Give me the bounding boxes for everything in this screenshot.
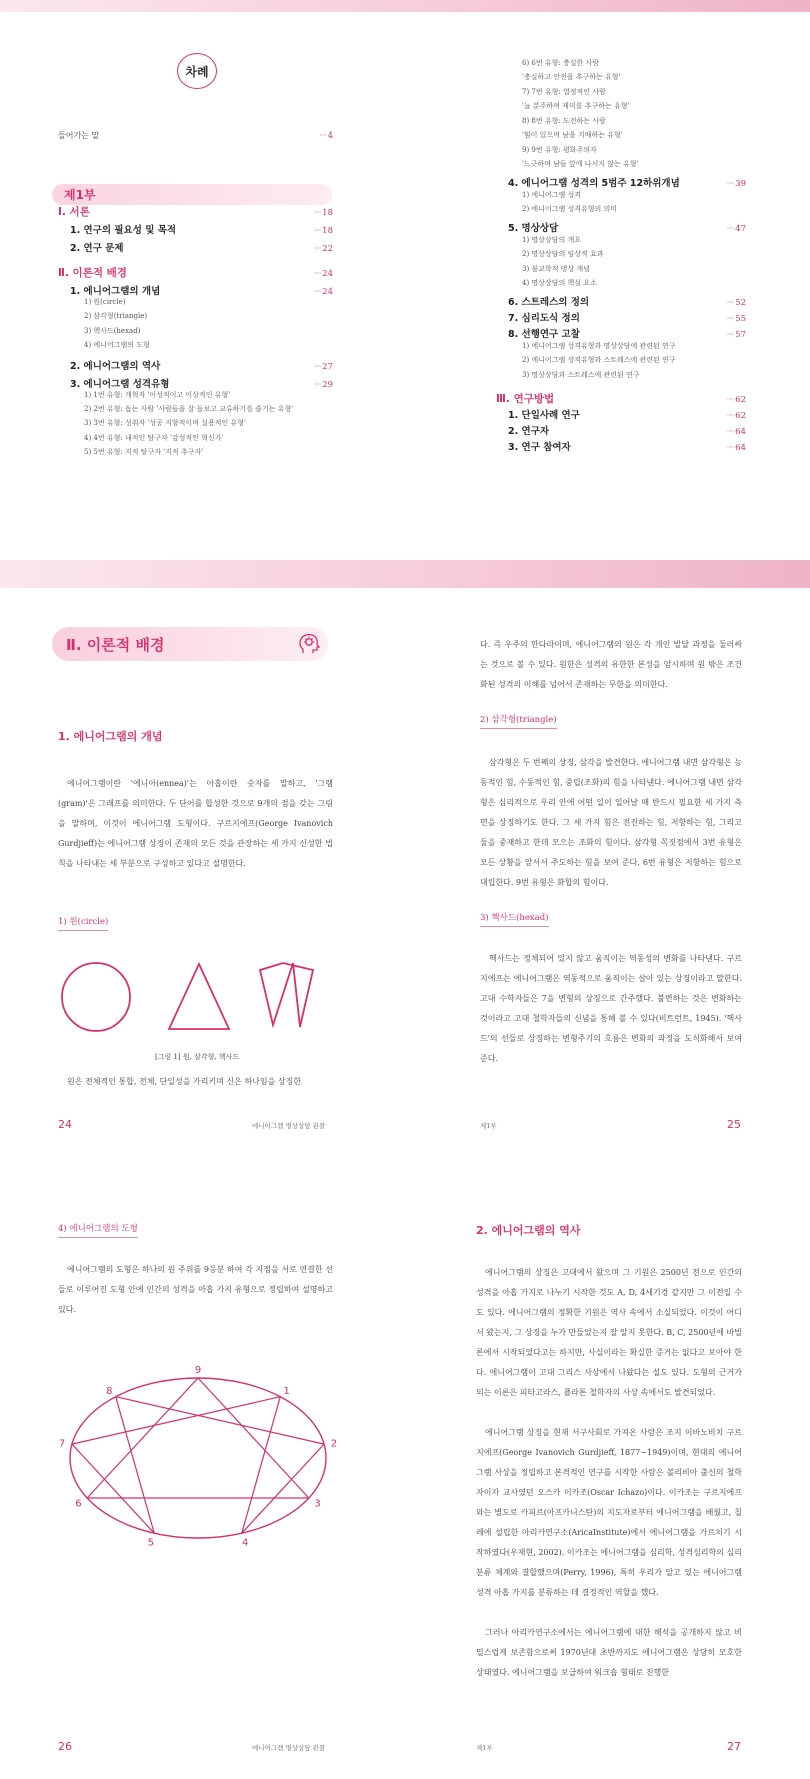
heading-triangle: 2) 삼각형(triangle) [480, 713, 557, 729]
toc-row[interactable] [496, 190, 746, 200]
toc-row-label: 2) 명상상담의 임상적 효과 [522, 250, 604, 258]
footer-book-title: 에니어그램 명상상담 관찰 [252, 1122, 326, 1130]
toc-intro-row [58, 130, 333, 141]
part-title: 제1부 [52, 184, 332, 205]
enneagram-diagram [58, 1340, 338, 1550]
enneagram-point-label: 8 [106, 1385, 113, 1397]
toc-row[interactable] [496, 370, 746, 380]
toc-row-page: ···· 29 [314, 380, 333, 390]
paragraph-concept: 에니어그램이란 '에니아(ennea)'는 아홉이란 숫자를 말하고, '그램(gram)'은 그래프를 의미한다. 두 단어를 합성한 것으로 9개의 점을 갖는 그림을 말하며, 이것이 에니어그램 도형이다. 구르지에프(George Ivanovich Gurdjieff)는 에니어그램 상징이 존재의 모든 것을 관장하는 세 가지 신성한 법칙을 나타내는 세 부분으로 구성하고 있다고 설명한다. [58, 779, 333, 868]
toc-row[interactable] [58, 447, 333, 457]
heading-circle: 1) 원(circle) [58, 915, 108, 931]
toc-row-page: ···· 64 [727, 427, 746, 437]
enneagram-circle [70, 1378, 326, 1538]
toc-row-page: ···· 52 [727, 298, 746, 308]
toc-row[interactable] [496, 264, 746, 274]
paragraph-hexad: 헥사드는 정체되어 있지 않고 움직이는 역동성의 변화를 나타낸다. 구르지에프는 에니어그램은 역동적으로 움직이는 살아 있는 상징이라고 말한다. 고대 수학자들은 7을 변형의 상징으로 간주했다. 불변하는 것은 변화하는 것이라고 고대 철학자들의 신념을 통해 볼 수 있다(비트런트, 1945). '헥사드'의 선들로 상징하는 변형주기의 흐름은 변화의 과정을 도식화해서 보여 준다. [480, 954, 742, 1063]
toc-row[interactable] [496, 235, 746, 245]
toc-row[interactable] [496, 101, 746, 111]
toc-row-label: 1. 연구의 필요성 및 목적 [70, 225, 177, 236]
toc-row-label: 2. 연구 문제 [70, 243, 124, 254]
section-title: Ⅱ. 이론적 배경 [66, 635, 165, 654]
toc-row[interactable] [496, 159, 746, 169]
toc-row-label: 3) 불교학적 명상 개념 [522, 264, 590, 273]
toc-row[interactable] [58, 326, 333, 336]
section-title-pill [52, 627, 328, 661]
toc-row[interactable] [58, 311, 333, 321]
toc-row-page: ···· 24 [314, 287, 333, 297]
toc-row-page: ···· 27 [314, 362, 333, 372]
figure-triangle [169, 964, 229, 1029]
paragraph-triangle: 삼각형은 두 번째의 상징, 삼각을 발견한다. 에니어그램 내면 삼각형은 능동적인 힘, 수동적인 힘, 중립(조화)의 힘을 나타낸다. 에니어그램 내면 삼각형은 심리적으로 우리 안에 어떤 일이 일어날 때 반드시 필요한 세 가지 측면을 상징하기도 한다. 그 세 가지 힘은 전진하는 힘, 저항하는 힘, 그리고 둘을 중재하고 한데 모으는 조화의 힘이다. 삼각형 꼭짓점에서 3번 유형은 모든 상황을 앞서서 주도하는 힘을 보여 준다. 6번 유형은 저항하는 힘으로 대립한다. 9번 유형은 화합의 힘이다. [480, 758, 742, 887]
footer-part-2: 제1부 [476, 1744, 493, 1752]
toc-row-label: Ⅱ. 이론적 배경 [58, 267, 127, 279]
toc-row[interactable] [496, 326, 746, 340]
toc-row-page: ···· 64 [727, 443, 746, 453]
toc-row-label: 4. 에니어그램 성격의 5범주 12하위개념 [508, 178, 680, 189]
toc-row-page: ···· 55 [727, 314, 746, 324]
toc-row-label: 2. 연구자 [508, 425, 550, 437]
toc-row-label: '힘이 있으며 남을 지배하는 유형' [522, 131, 623, 139]
toc-row[interactable] [496, 391, 746, 406]
toc-row-label: 3) 3번 유형: 성취자 '성공 지향적이며 실용적인 유형' [84, 419, 246, 428]
toc-row[interactable] [58, 376, 333, 390]
toc-row-page: ···· 18 [314, 226, 333, 236]
toc-row[interactable] [496, 175, 746, 189]
page-number-left-2: 26 [58, 1740, 72, 1753]
toc-row-label: 3. 에니어그램 성격유형 [70, 378, 170, 390]
toc-row-label: 1) 에니어그램 성격유형과 명상상담에 관련된 연구 [522, 341, 676, 350]
figure-caption: [그림 1] 원, 삼각형, 헥사드 [155, 1053, 240, 1061]
toc-row-label: 8) 8번 유형: 도전하는 사람 [522, 116, 606, 125]
toc-row[interactable] [58, 390, 333, 400]
toc-row[interactable] [496, 294, 746, 308]
toc-row-label: 7. 심리도식 정의 [508, 313, 580, 324]
enneagram-point-label: 1 [283, 1385, 290, 1397]
paragraph-circle-continued: 다. 즉 우주의 만다라이며, 에니어그램의 원은 각 개인 발달 과정을 둘러싸는 것으로 볼 수 있다. 원한은 성격의 유한한 본성을 암시하며 원 밖은 조건화된 성격의 이해를 넘어서 존재하는 무한을 의미한다. [480, 640, 742, 689]
toc-row-page: ···· 22 [314, 244, 333, 254]
enneagram-point-label: 2 [330, 1438, 338, 1450]
toc-row[interactable] [58, 404, 333, 414]
toc-row-label: '충실하고 안전을 추구하는 유형' [522, 73, 621, 81]
toc-row[interactable] [496, 423, 746, 437]
toc-row-label: 1) 에니어그램 성격 [522, 190, 581, 199]
toc-row[interactable] [58, 222, 333, 236]
toc-row-page: ···· 18 [314, 208, 333, 218]
figure-hexad [260, 963, 313, 1027]
toc-row-page: ···· 39 [727, 179, 746, 189]
figure-circle-triangle-hexad [60, 955, 330, 1050]
toc-row-label: 1) 원(circle) [84, 298, 126, 307]
heading-history: 2. 에니어그램의 역사 [476, 1224, 581, 1237]
page-number-right-2: 27 [727, 1740, 741, 1753]
toc-row-label: 3. 연구 참여자 [508, 441, 571, 453]
toc-row-label: 4) 4번 유형: 내적인 탐구자 '감성적인 혁신가' [84, 433, 224, 442]
toc-row-label: '늘 분주하며 재미를 추구하는 유형' [522, 102, 630, 110]
toc-row[interactable] [58, 297, 333, 307]
toc-row[interactable] [58, 240, 333, 254]
toc-row-label: 6. 스트레스의 정의 [508, 297, 590, 308]
footer-book-title-2: 에니어그램 명상상담 관찰 [252, 1744, 326, 1752]
toc-row[interactable] [496, 310, 746, 324]
toc-row[interactable] [496, 249, 746, 259]
enneagram-point-label: 7 [58, 1438, 66, 1450]
toc-badge: 차례 [177, 53, 217, 89]
toc-row-label: 2) 2번 유형: 돕는 사람 '사람들을 잘 돌보고 교류하기를 즐기는 유형' [84, 405, 294, 414]
toc-row-label: 1. 단일사례 연구 [508, 409, 580, 421]
paragraph-circle: 원은 전체적인 통합, 전체, 단일성을 가리키며 신은 하나임을 상징한 [67, 1077, 302, 1086]
toc-row[interactable] [58, 358, 333, 372]
toc-row-label: 1) 명상상담의 개요 [522, 235, 581, 244]
toc-row[interactable] [496, 278, 746, 288]
toc-row-page: ···· 57 [727, 330, 746, 340]
toc-row[interactable] [58, 340, 333, 350]
toc-row-label: 7) 7번 유형: 열정적인 사람 [522, 87, 606, 96]
toc-row[interactable] [496, 204, 746, 214]
enneagram-point-label: 5 [147, 1537, 154, 1549]
toc-row-label: 5) 5번 유형: 지적 탐구자 '지적 추구자' [84, 447, 204, 456]
toc-row[interactable] [58, 283, 333, 297]
toc-row-label: 2) 에니어그램 성격유형의 의미 [522, 205, 618, 213]
toc-row[interactable] [496, 407, 746, 421]
toc-row-label: 6) 6번 유형: 충실한 사람 [522, 58, 599, 67]
toc-row-page: ···· 62 [727, 411, 746, 421]
page-number-left: 24 [58, 1118, 72, 1131]
heading-enneagram-figure: 4) 에니어그램의 도형 [58, 1222, 138, 1238]
toc-row-page: ···· 24 [314, 269, 333, 279]
toc-row[interactable] [496, 116, 746, 126]
paragraph-history-2: 에니어그램 상징을 현재 서구사회로 가져온 사람은 조지 이바노비치 구르지에프(George Ivanovich Gurdjieff, 1877~1949)이며, 현대의 에니어그램 사상을 정립하고 본격적인 연구를 시작한 사람은 볼리비아 출신의 철학자이자 교사였던 오스카 이카조(Oscar Ichazo)이다. 이카조는 구르지에프와는 별도로 카피르(아프카니스탄)의 지도자로부터 에니어그램을 배웠고, 칠레에 설립한 아리카연구소(AricaInstitute)에서 에니어그램을 가르치기 시작하였다(우재현, 2002). 이카조는 에니어그램을 심리학, 성격심리학의 심리 분류 체계와 결합했으며(Perry, 1996), 특히 우리가 알고 있는 에니어그램 성격 아홉 가지를 분류하는 데 결정적인 역할을 했다. [476, 1428, 742, 1597]
heading-concept: 1. 에니어그램의 개념 [58, 730, 163, 743]
toc-row[interactable] [496, 341, 746, 351]
toc-row-label: Ⅲ. 연구방법 [496, 392, 555, 405]
toc-row[interactable] [496, 58, 746, 68]
toc-row[interactable] [496, 439, 746, 453]
toc-row-label: 5. 명상상담 [508, 223, 559, 234]
enneagram-point-label: 6 [75, 1498, 82, 1510]
toc-row[interactable] [496, 130, 746, 140]
top-decor-band [0, 0, 810, 12]
toc-row[interactable] [496, 355, 746, 365]
toc-row-label: 1. 에니어그램의 개념 [70, 286, 161, 297]
toc-row[interactable] [496, 87, 746, 97]
toc-row[interactable] [496, 145, 746, 155]
toc-row-page: ···· 47 [727, 224, 746, 234]
toc-row[interactable] [496, 72, 746, 82]
enneagram-point-label: 3 [314, 1498, 321, 1510]
enneagram-point-label: 9 [194, 1365, 202, 1376]
footer-part: 제1부 [480, 1122, 497, 1130]
toc-row-page: ···· 62 [727, 395, 746, 405]
heading-hexad: 3) 헥사드(hexad) [480, 911, 549, 927]
paragraph-enneagram-figure: 에니어그램의 도형은 하나의 원 주위를 9등분 하여 각 지점을 서로 연결한 선들로 이루어진 도형 안에 인간의 성격을 아홉 가지 유형으로 정립하여 설명하고 있다. [58, 1265, 333, 1314]
figure-circle [62, 963, 130, 1031]
toc-row-label: 2. 에니어그램의 역사 [70, 360, 161, 372]
toc-intro-page: ···· 4 [319, 131, 333, 141]
page-number-right: 25 [727, 1118, 741, 1131]
paragraph-history-1: 에니어그램의 상징은 고대에서 왔으며 그 기원은 2500년 전으로 인간의 성격을 아홉 가지로 나누기 시작한 것도 A, D, 4세기경 같지만 그 이전일 수도 있다. 에니어그램의 정확한 기원은 역사 속에서 소실되었다. 이것이 어디서 왔는지, 그 상징을 누가 만들었는지 잘 알지 못한다. B, C, 2500년에 바빌론에서 시작되었다고는 하지만, 사실이라는 확실한 증거는 없다고 보아야 한다. 에니어그램이 고대 그리스 사상에서 나왔다는 설도 있다. 도형의 근거가 되는 이론은 피타고라스, 플라톤 철학자의 사상 속에서도 발견되었다. [476, 1268, 742, 1397]
toc-row-label: 1) 1번 유형: 개혁자 '이성적이고 이상적인 유형' [84, 391, 231, 399]
toc-row-label: Ⅰ. 서론 [58, 206, 90, 218]
enneagram-inner-triangle [87, 1378, 309, 1498]
toc-row[interactable] [58, 418, 333, 428]
toc-row-label: 8. 선행연구 고찰 [508, 329, 580, 340]
toc-row[interactable] [58, 204, 333, 219]
spread-divider-band [0, 560, 810, 588]
toc-row-label: 3) 명상상담과 스트레스에 관련된 연구 [522, 370, 640, 379]
toc-row[interactable] [496, 220, 746, 234]
toc-row[interactable] [58, 433, 333, 443]
enneagram-hexad [72, 1397, 324, 1533]
toc-row-label: 3) 헥사드(hexad) [84, 326, 141, 335]
toc-row-label: 2) 에니어그램 성격유형과 스트레스에 관련된 연구 [522, 356, 676, 364]
toc-row-label: 2) 삼각형(triangle) [84, 312, 148, 321]
toc-row-label: 4) 에니어그램의 도형 [84, 340, 150, 349]
paragraph-history-3: 그러나 아리카연구소에서는 에니어그램에 대한 해석을 공개하지 않고 비밀스럽게 보존함으로써 1970년대 초반까지도 에니어그램은 상당히 모호한 상태였다. 에니어그램을 보급하여 워크숍 형태로 진행한 [476, 1628, 742, 1677]
toc-row[interactable] [58, 265, 333, 280]
toc-row-label: '느긋하며 남들 앞에 나서지 않는 유형' [522, 160, 639, 168]
enneagram-point-label: 4 [242, 1537, 249, 1549]
toc-row-label: 4) 명상상담의 핵심 요소 [522, 279, 597, 287]
toc-intro-label: 들어가는 말 [58, 131, 100, 140]
head-lightbulb-icon [296, 631, 322, 657]
toc-row-label: 9) 9번 유형: 평화주의자 [522, 145, 597, 154]
